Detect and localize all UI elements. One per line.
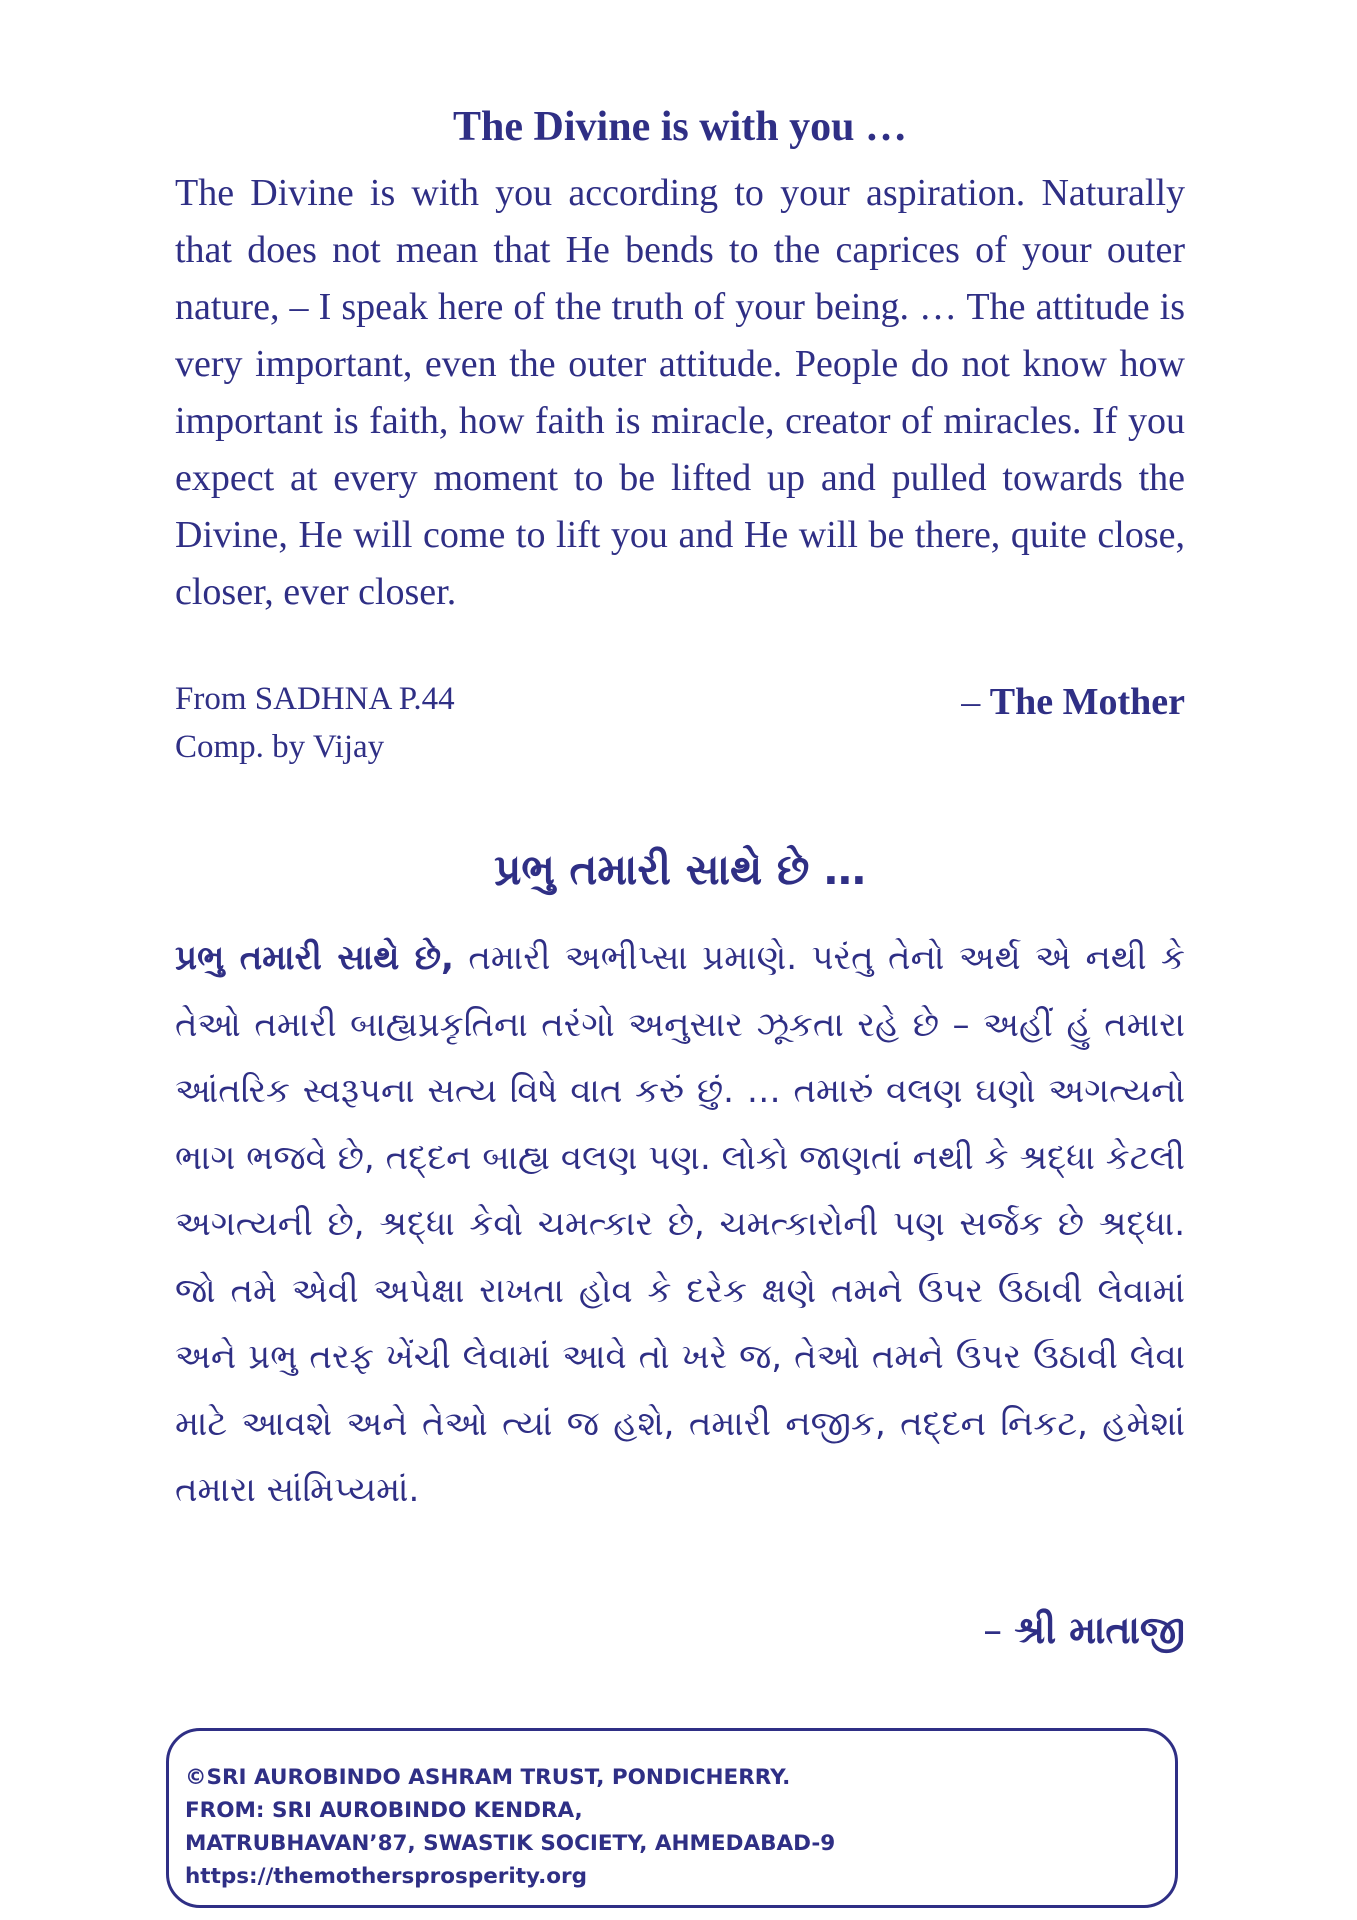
footer-box	[166, 1728, 1178, 1908]
footer-url: https://themothersprosperity.org	[185, 1864, 588, 1889]
gujarati-author-dash: –	[983, 1608, 1015, 1652]
gujarati-author	[983, 1606, 1185, 1654]
source-block	[175, 675, 455, 771]
compiler-line: Comp. by Vijay	[175, 729, 385, 765]
english-body: The Divine is with you according to your aspiration. Naturally that does not mean that He bends to the caprices of your outer nature, – I speak here of the truth of your being. … The attitude is very important, even the outer attitude. People do not know how important is faith, how faith is miracle, creator of miracles. If you expect at every moment to be lifted up and pulled towards the Divine, He will come to lift you and He will be there, quite close, closer, ever closer.	[175, 172, 1185, 613]
gujarati-title: પ્રભુ તમારી સાથે છે …	[494, 845, 866, 894]
gujarati-body-text: તમારી અભીપ્સા પ્રમાણે. પરંતુ તેનો અર્થ એ નથી કે તેઓ તમારી બાહ્યપ્રકૃતિના તરંગો અનુસાર ઝૂકતા રહે છે – અહીં હું તમારા આંતરિક સ્વરૂપના સત્ય વિષે વાત કરું છું. … તમારું વલણ ઘણો અગત્યનો ભાગ ભજવે છે, તદ્દન બાહ્ય વલણ પણ. લોકો જાણતાં નથી કે શ્રદ્ધા કેટલી અગત્યની છે, શ્રદ્ધા કેવો ચમત્કાર છે, ચમત્કારોની પણ સર્જક છે શ્રદ્ધા. જો તમે એવી અપેક્ષા રાખતા હોવ કે દરેક ક્ષણે તમને ઉપર ઉઠાવી લેવામાં અને પ્રભુ તરફ ખેંચી લેવામાં આવે તો ખરે જ, તેઓ તમને ઉપર ઉઠાવી લેવા માટે આવશે અને તેઓ ત્યાં જ હશે, તમારી નજીક, તદ્દન નિકટ, હમેશાં તમારા સાંમિપ્યમાં.	[175, 938, 1186, 1510]
english-author-dash: –	[961, 681, 990, 723]
gujarati-body-lead: પ્રભુ તમારી સાથે છે,	[175, 938, 454, 978]
footer-address: MATRUBHAVAN’87, SWASTIK SOCIETY, AHMEDABAD-9	[185, 1831, 836, 1856]
footer-from: FROM: SRI AUROBINDO KENDRA,	[185, 1798, 583, 1823]
gujarati-author-name: શ્રી માતાજી	[1014, 1608, 1185, 1652]
footer-copyright: ©SRI AUROBINDO ASHRAM TRUST, PONDICHERRY.	[185, 1765, 791, 1790]
gujarati-body	[175, 925, 1185, 1524]
source-line: From SADHNA P.44	[175, 681, 455, 717]
english-title: The Divine is with you …	[453, 104, 907, 150]
english-author-name: The Mother	[989, 681, 1185, 723]
english-author	[961, 678, 1185, 726]
